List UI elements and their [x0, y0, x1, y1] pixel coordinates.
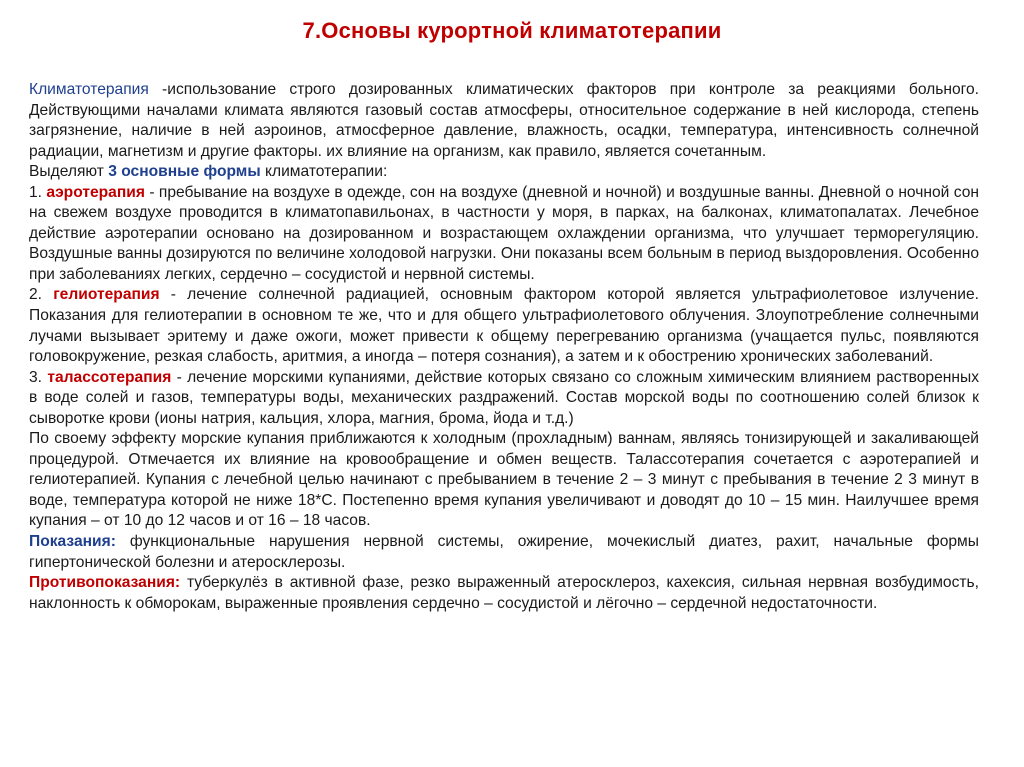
contraindications-text: туберкулёз в активной фазе, резко выраженный атеросклероз, кахексия, сильная нервная возбудимость, наклонность к обморокам, выраженные проявления сердечно – сосудистой и лёгочно – сердечной недостаточности.	[29, 574, 979, 612]
item-thalassotherapy	[29, 368, 979, 430]
item-number: 3.	[29, 368, 48, 386]
effect-paragraph: По своему эффекту морские купания приближаются к холодным (прохладным) ваннам, являясь тонизирующей и закаливающей процедурой. Отмечается их влияние на кровообращение и обмен веществ. Талассотерапия сочетается с аэротерапией и гелиотерапией. Купания с лечебной целью начинают с пребыванием в течение 2 – 3 минут с пребывания в течение 2 3 минут в воде, температура которой не ниже 18*С. Постепенно время купания увеличивают и доводят до 10 – 15 мин. Наилучшее время купания – от 10 до 12 часов и от 16 – 18 часов.	[29, 430, 979, 530]
item-text: - лечение морскими купаниями, действие которых связано со сложным химическим влиянием растворенных в воде солей и газов, температуры воды, механических раздражений. Состав морской воды по соотношению солей близок к сыворотке крови (ионы натрия, кальция, хлора, магния, брома, йода и т.д.)	[29, 368, 980, 427]
intro-paragraph	[29, 80, 979, 162]
intro-text-a: -использование строго дозированных климатических факторов при контроле за реакциями больного. Действующими началами климата являются газовый состав атмосферы, относительное содержание в ней кислорода, степень загрязнение, наличие в ней аэроинов, атмосферное давление, влажность, осадки, температура, интенсивность солнечной радиации, магнетизм и другие факторы.	[29, 81, 979, 160]
intro-text-b: их влияние на организм, как правило, является сочетанным.	[321, 142, 767, 160]
item-heliotherapy	[29, 285, 979, 367]
forms-intro	[29, 162, 979, 183]
contraindications-label: Противопоказания:	[29, 574, 181, 592]
indications-text: функциональные нарушения нервной системы, ожирение, мочекислый диатез, рахит, начальные формы гипертонической болезни и атеросклерозы.	[29, 533, 979, 571]
item-number: 1.	[29, 183, 47, 201]
contraindications-paragraph	[29, 573, 979, 614]
item-term: талассотерапия	[47, 368, 172, 386]
forms-intro-after: климатотерапии:	[260, 163, 388, 181]
forms-intro-before: Выделяют	[29, 163, 109, 181]
item-number: 2.	[29, 286, 54, 304]
item-text: - пребывание на воздухе в одежде, сон на воздухе (дневной и ночной) и воздушные ванны. Дневной о ночной сон на свежем воздухе проводится в климатопавильонах, в частности у моря, в парках, на балконах, климатопалатах. Лечебное действие аэротерапии основано на дозированном и возрастающем охлаждении организма, что улучшает терморегуляцию. Воздушные ванны дозируются по величине холодовой нагрузки. Они показаны всем больным в период выздоровления. Особенно при заболеваниях легких, сердечно – сосудистой и нервной системы.	[29, 183, 980, 283]
item-term: аэротерапия	[46, 183, 145, 201]
indications-paragraph	[29, 532, 979, 573]
body-text	[29, 80, 979, 614]
forms-intro-emph: 3 основные формы	[108, 163, 261, 181]
indications-label: Показания:	[29, 533, 116, 551]
item-text: - лечение солнечной радиацией, основным фактором которой является ультрафиолетовое излучение. Показания для гелиотерапии в основном те же, что и для общего ультрафиолетового облучения. Злоупотребление солнечными лучами вызывает эритему и даже ожоги, может привести к общему перегреванию организма (учащается пульс, появляются головокружение, резкая слабость, аритмия, а иногда – потеря сознания), а затем и к обострению хронических заболеваний.	[29, 286, 979, 366]
page-title: 7.Основы курортной климатотерапии	[302, 18, 722, 43]
item-aerotherapy	[29, 183, 979, 286]
item-term: гелиотерапия	[53, 286, 160, 304]
intro-term: Климатотерапия	[29, 81, 149, 98]
